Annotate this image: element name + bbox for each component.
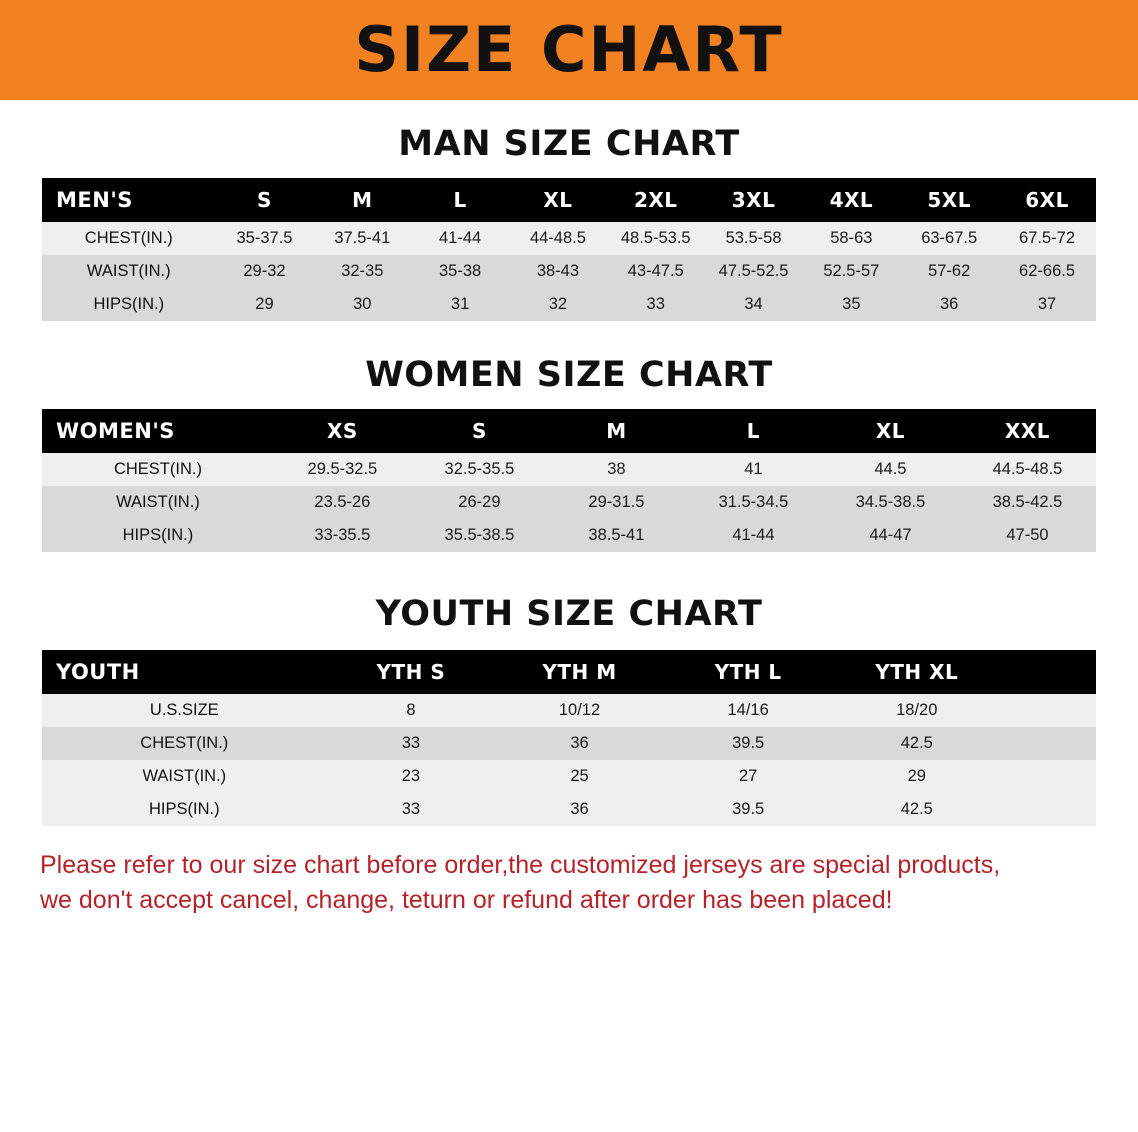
women-header-l: L [746,419,761,443]
women-table-header-row [42,409,1096,453]
women-header-xxl: XXL [1004,419,1051,443]
man-hips-s: 29 [216,288,314,321]
man-header-l: L [453,188,467,212]
women-chest-m: 38 [548,453,685,486]
man-hips-2xl: 33 [607,288,705,321]
youth-chest-m: 36 [495,727,664,760]
man-header-label: MEN'S [56,188,133,212]
women-header-xl: XL [875,419,906,443]
youth-row-label-waist: WAIST(IN.) [42,760,327,793]
man-chest-m: 37.5-41 [313,222,411,255]
disclaimer-line-1: Please refer to our size chart before order,the customized jerseys are special products, [40,851,1001,879]
youth-waist-spacer [1001,760,1096,793]
youth-hips-xl: 42.5 [832,793,1001,826]
youth-chest-l: 39.5 [664,727,833,760]
table-row [42,453,1096,486]
man-waist-4xl: 52.5-57 [802,255,900,288]
man-waist-xl: 38-43 [509,255,607,288]
youth-header-label: YOUTH [56,660,140,684]
women-chest-xs: 29.5-32.5 [274,453,411,486]
table-row [42,519,1096,552]
man-chest-2xl: 48.5-53.5 [607,222,705,255]
man-chest-3xl: 53.5-58 [705,222,803,255]
man-waist-l: 35-38 [411,255,509,288]
women-row-label-waist: WAIST(IN.) [42,486,274,519]
women-size-table [42,409,1096,552]
man-chest-s: 35-37.5 [216,222,314,255]
women-row-label-chest: CHEST(IN.) [42,453,274,486]
youth-header-m: YTH M [542,660,617,684]
women-row-label-hips: HIPS(IN.) [42,519,274,552]
table-row [42,486,1096,519]
youth-waist-l: 27 [664,760,833,793]
man-header-6xl: 6XL [1025,188,1069,212]
youth-hips-spacer [1001,793,1096,826]
women-chest-xl: 44.5 [822,453,959,486]
youth-header-s: YTH S [376,660,446,684]
women-hips-xxl: 47-50 [959,519,1096,552]
man-size-table [42,178,1096,321]
table-row [42,793,1096,826]
youth-table-header-row [42,650,1096,694]
man-hips-3xl: 34 [705,288,803,321]
youth-header-xl: YTH XL [875,660,959,684]
youth-row-label-chest: CHEST(IN.) [42,727,327,760]
women-waist-s: 26-29 [411,486,548,519]
man-chest-6xl: 67.5-72 [998,222,1096,255]
man-row-label-chest: CHEST(IN.) [42,222,216,255]
youth-row-label-ussize: U.S.SIZE [42,694,327,727]
youth-header-spacer [1001,650,1096,694]
women-hips-s: 35.5-38.5 [411,519,548,552]
man-hips-xl: 32 [509,288,607,321]
women-chest-xxl: 44.5-48.5 [959,453,1096,486]
youth-section-title: YOUTH SIZE CHART [375,594,763,634]
women-chest-l: 41 [685,453,822,486]
man-chest-xl: 44-48.5 [509,222,607,255]
man-header-m: M [352,188,373,212]
women-waist-xs: 23.5-26 [274,486,411,519]
man-header-4xl: 4XL [829,188,874,212]
youth-ussize-spacer [1001,694,1096,727]
women-header-xs: XS [326,419,358,443]
man-hips-l: 31 [411,288,509,321]
table-row [42,222,1096,255]
women-waist-m: 29-31.5 [548,486,685,519]
youth-hips-l: 39.5 [664,793,833,826]
man-section-title: MAN SIZE CHART [398,124,740,164]
youth-waist-xl: 29 [832,760,1001,793]
header-banner [0,0,1138,100]
man-waist-5xl: 57-62 [900,255,998,288]
man-header-3xl: 3XL [731,188,776,212]
women-hips-l: 41-44 [685,519,822,552]
women-waist-xl: 34.5-38.5 [822,486,959,519]
table-row [42,760,1096,793]
women-section-title: WOMEN SIZE CHART [365,355,773,395]
man-chest-4xl: 58-63 [802,222,900,255]
man-waist-2xl: 43-47.5 [607,255,705,288]
man-header-5xl: 5XL [927,188,971,212]
women-header-s: S [471,419,487,443]
disclaimer-note [40,848,1098,917]
table-row [42,694,1096,727]
table-row [42,727,1096,760]
table-row [42,255,1096,288]
youth-chest-xl: 42.5 [832,727,1001,760]
man-header-xl: XL [543,188,573,212]
women-hips-xs: 33-35.5 [274,519,411,552]
youth-hips-s: 33 [327,793,496,826]
man-table-wrap [0,178,1138,321]
youth-ussize-s: 8 [327,694,496,727]
youth-ussize-l: 14/16 [664,694,833,727]
man-hips-4xl: 35 [802,288,900,321]
youth-waist-s: 23 [327,760,496,793]
youth-table-wrap [0,650,1138,826]
youth-hips-m: 36 [495,793,664,826]
man-waist-m: 32-35 [313,255,411,288]
women-header-label: WOMEN'S [56,419,175,443]
man-chest-5xl: 63-67.5 [900,222,998,255]
youth-size-table [42,650,1096,826]
man-hips-6xl: 37 [998,288,1096,321]
women-table-wrap [0,409,1138,552]
page-title: SIZE CHART [354,13,784,86]
women-header-m: M [606,419,627,443]
youth-waist-m: 25 [495,760,664,793]
man-row-label-hips: HIPS(IN.) [42,288,216,321]
man-hips-m: 30 [313,288,411,321]
women-chest-s: 32.5-35.5 [411,453,548,486]
women-waist-l: 31.5-34.5 [685,486,822,519]
disclaimer-line-2: we don't accept cancel, change, teturn or refund after order has been placed! [40,885,893,914]
youth-ussize-m: 10/12 [495,694,664,727]
women-hips-m: 38.5-41 [548,519,685,552]
man-table-header-row [42,178,1096,222]
man-hips-5xl: 36 [900,288,998,321]
table-row [42,288,1096,321]
women-waist-xxl: 38.5-42.5 [959,486,1096,519]
man-waist-s: 29-32 [216,255,314,288]
man-row-label-waist: WAIST(IN.) [42,255,216,288]
youth-chest-s: 33 [327,727,496,760]
man-header-2xl: 2XL [633,188,678,212]
man-header-s: S [257,188,272,212]
youth-chest-spacer [1001,727,1096,760]
man-chest-l: 41-44 [411,222,509,255]
youth-ussize-xl: 18/20 [832,694,1001,727]
man-waist-3xl: 47.5-52.5 [705,255,803,288]
man-waist-6xl: 62-66.5 [998,255,1096,288]
youth-row-label-hips: HIPS(IN.) [42,793,327,826]
youth-header-l: YTH L [714,660,782,684]
women-hips-xl: 44-47 [822,519,959,552]
